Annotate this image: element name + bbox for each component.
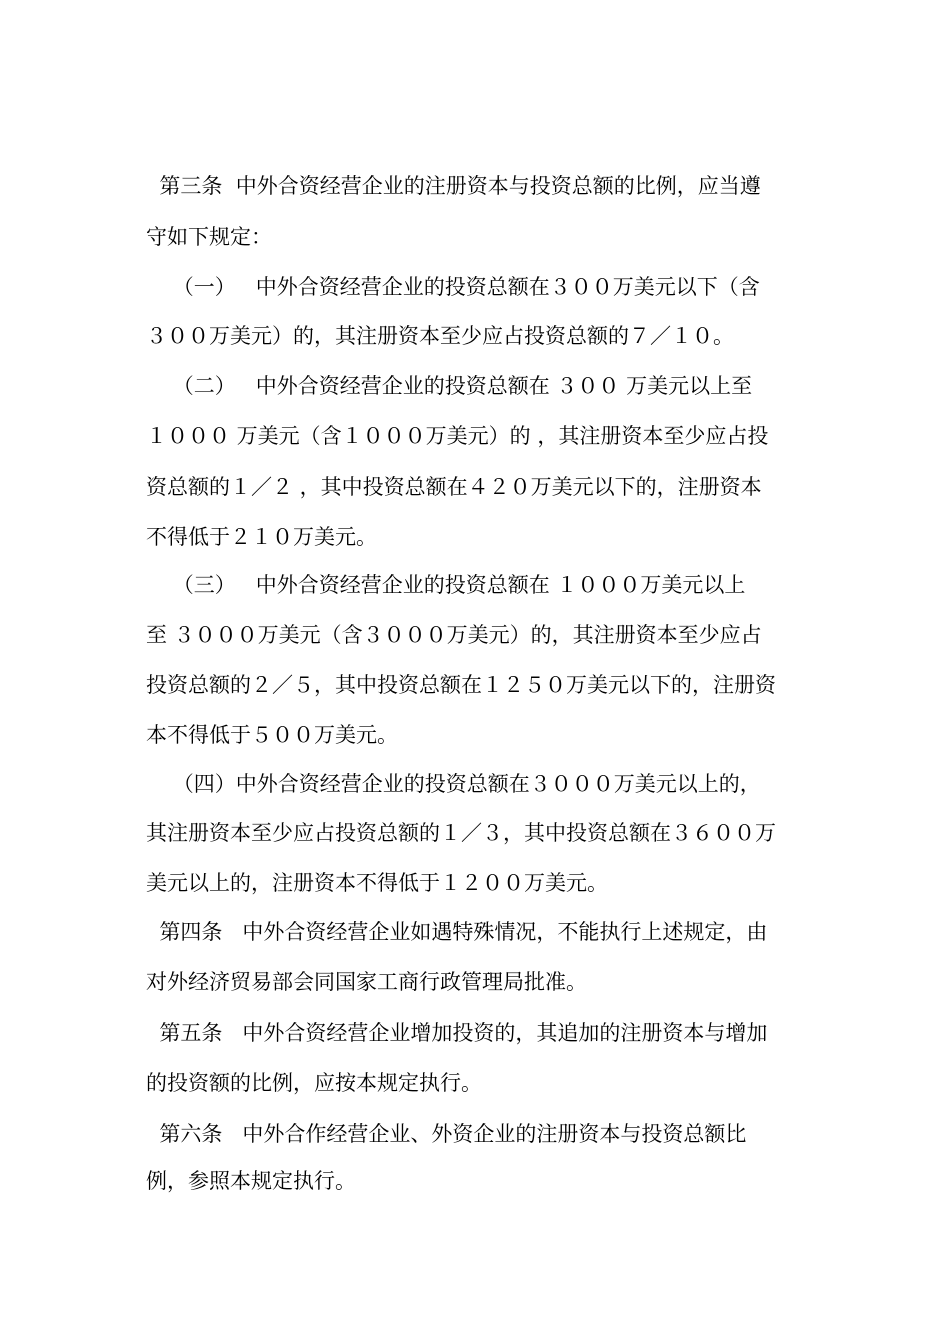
item-3-line-2: 至 ３０００万美元（含３０００万美元）的，其注册资本至少应占 [146,623,762,647]
item-2-line-1: （二） 中外合资经营企业的投资总额在 ３００ 万美元以上至 [146,374,753,398]
item-3-line-4: 本不得低于５００万美元。 [146,723,398,747]
item-2-line-4: 不得低于２１０万美元。 [146,525,377,549]
article-6-line-2: 例，参照本规定执行。 [146,1169,356,1193]
item-4-line-2: 其注册资本至少应占投资总额的１／３，其中投资总额在３６００万 [146,821,776,845]
article-6-line-1: 第六条 中外合作经营企业、外资企业的注册资本与投资总额比 [146,1122,747,1146]
article-5-line-2: 的投资额的比例，应按本规定执行。 [146,1071,482,1095]
item-4-line-1: （四）中外合资经营企业的投资总额在３０００万美元以上的， [146,772,761,796]
article-3-line-2: 守如下规定： [146,225,272,249]
item-2-line-3: 资总额的１／２ ，其中投资总额在４２０万美元以下的，注册资本 [146,475,762,499]
article-4-line-2: 对外经济贸易部会同国家工商行政管理局批准。 [146,970,587,994]
article-5-line-1: 第五条 中外合资经营企业增加投资的，其追加的注册资本与增加 [146,1021,768,1045]
item-3-line-1: （三） 中外合资经营企业的投资总额在 １０００万美元以上 [146,573,746,597]
article-3-line-1: 第三条 中外合资经营企业的注册资本与投资总额的比例，应当遵 [146,174,761,198]
item-1-line-1: （一） 中外合资经营企业的投资总额在３００万美元以下（含 [146,275,760,299]
item-1-line-2: ３００万美元）的，其注册资本至少应占投资总额的７／１０。 [146,324,734,348]
item-4-line-3: 美元以上的，注册资本不得低于１２００万美元。 [146,871,608,895]
item-3-line-3: 投资总额的２／５，其中投资总额在１２５０万美元以下的，注册资 [146,673,776,697]
article-4-line-1: 第四条 中外合资经营企业如遇特殊情况，不能执行上述规定，由 [146,920,768,944]
item-2-line-2: １０００ 万美元（含１０００万美元）的 ，其注册资本至少应占投 [146,424,769,448]
